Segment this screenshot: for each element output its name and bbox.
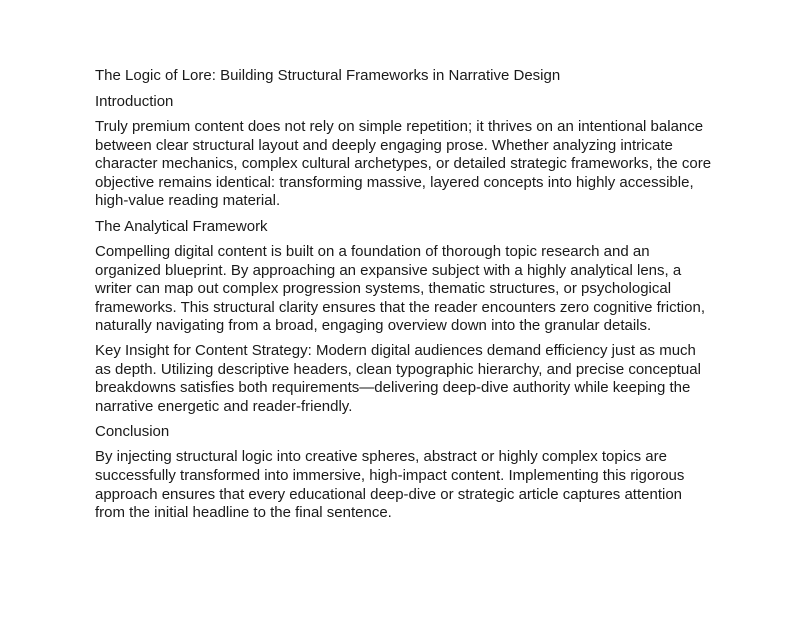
introduction-paragraph: Truly premium content does not rely on simple repetition; it thrives on an intentional balance between clear structural layout and deeply engaging prose. Whether analyzing intricate character mechanics, complex cultural archetypes, or detailed strategic frameworks, the core objective remains identical: transforming massive, layered concepts into highly accessible, high-value reading material.	[95, 118, 712, 210]
section-heading-analytical-framework: The Analytical Framework	[95, 217, 268, 235]
document-title: The Logic of Lore: Building Structural Frameworks in Narrative Design	[95, 67, 561, 84]
conclusion-paragraph: By injecting structural logic into creative spheres, abstract or highly complex topics are successfully transformed into immersive, high-impact content. Implementing this rigorous approach ensures that every educational deep-dive or strategic article captures attention from the initial headline to the final sentence.	[95, 448, 685, 522]
analytical-framework-paragraph: Compelling digital content is built on a foundation of thorough topic research and an organized blueprint. By approaching an expansive subject with a highly analytical lens, a writer can map out complex progression systems, thematic structures, or psychological frameworks. This structural clarity ensures that the reader encounters zero cognitive friction, naturally navigating from a broad, engaging overview down into the granular details.	[95, 242, 705, 335]
key-insight-paragraph: Key Insight for Content Strategy: Modern digital audiences demand efficiency just as much as depth. Utilizing descriptive headers, clean typographic hierarchy, and precise conceptual breakdowns satisfies both requirements—delivering deep-dive authority while keeping the narrative energetic and reader-friendly.	[95, 341, 701, 415]
section-heading-conclusion: Conclusion	[95, 423, 170, 441]
section-heading-introduction: Introduction	[95, 93, 174, 110]
document-body	[95, 66, 715, 529]
